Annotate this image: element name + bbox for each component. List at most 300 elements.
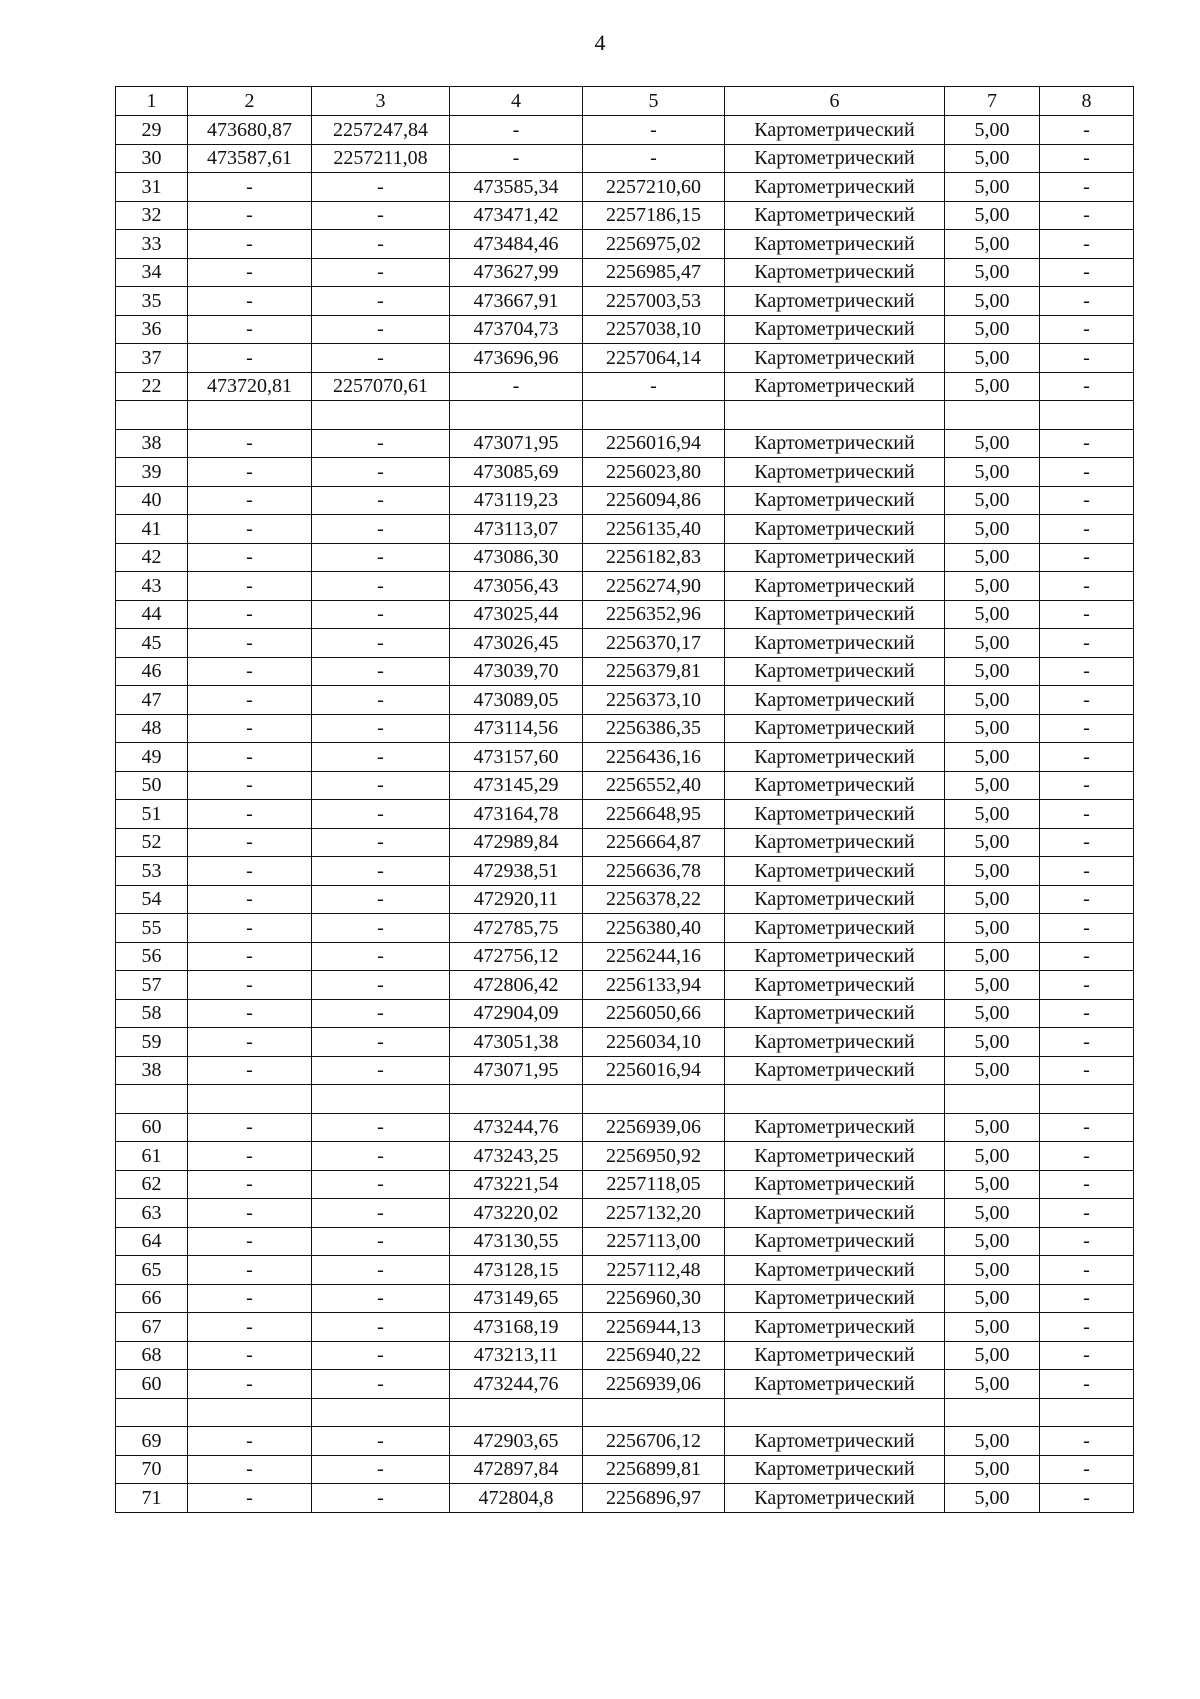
accuracy-cell <box>945 1398 1040 1427</box>
description-cell: - <box>1040 429 1134 458</box>
point-number-cell: 34 <box>116 258 188 287</box>
method-cell: Картометрический <box>725 1056 945 1085</box>
table-row <box>116 914 1134 943</box>
accuracy-cell: 5,00 <box>945 857 1040 886</box>
x-old-cell: - <box>188 885 312 914</box>
method-cell: Картометрический <box>725 116 945 145</box>
x-old-cell: - <box>188 743 312 772</box>
description-cell: - <box>1040 1256 1134 1285</box>
description-cell: - <box>1040 1056 1134 1085</box>
column-header: 1 <box>116 87 188 116</box>
x-old-cell <box>188 1085 312 1114</box>
table-row <box>116 515 1134 544</box>
point-number-cell: 71 <box>116 1484 188 1513</box>
y-old-cell: - <box>312 942 450 971</box>
point-number-cell: 47 <box>116 686 188 715</box>
x-old-cell: - <box>188 1256 312 1285</box>
description-cell: - <box>1040 971 1134 1000</box>
x-new-cell: 473704,73 <box>450 315 583 344</box>
y-new-cell: 2257113,00 <box>583 1227 725 1256</box>
y-old-cell: 2257247,84 <box>312 116 450 145</box>
x-new-cell: 473051,38 <box>450 1028 583 1057</box>
y-new-cell: 2256094,86 <box>583 486 725 515</box>
accuracy-cell: 5,00 <box>945 287 1040 316</box>
x-old-cell: - <box>188 173 312 202</box>
x-new-cell: 472804,8 <box>450 1484 583 1513</box>
y-new-cell: 2256985,47 <box>583 258 725 287</box>
method-cell: Картометрический <box>725 1370 945 1399</box>
y-new-cell: 2257132,20 <box>583 1199 725 1228</box>
method-cell: Картометрический <box>725 315 945 344</box>
point-number-cell: 48 <box>116 714 188 743</box>
point-number-cell: 58 <box>116 999 188 1028</box>
accuracy-cell: 5,00 <box>945 800 1040 829</box>
x-new-cell: 473119,23 <box>450 486 583 515</box>
y-old-cell: - <box>312 657 450 686</box>
point-number-cell: 49 <box>116 743 188 772</box>
method-cell: Картометрический <box>725 1341 945 1370</box>
x-old-cell: 473680,87 <box>188 116 312 145</box>
point-number-cell: 46 <box>116 657 188 686</box>
y-new-cell: 2257003,53 <box>583 287 725 316</box>
accuracy-cell: 5,00 <box>945 1227 1040 1256</box>
x-new-cell: 473696,96 <box>450 344 583 373</box>
accuracy-cell: 5,00 <box>945 657 1040 686</box>
x-new-cell: - <box>450 116 583 145</box>
point-number-cell: 40 <box>116 486 188 515</box>
description-cell: - <box>1040 201 1134 230</box>
x-old-cell: - <box>188 486 312 515</box>
y-old-cell: - <box>312 486 450 515</box>
point-number-cell <box>116 1398 188 1427</box>
x-new-cell: 473667,91 <box>450 287 583 316</box>
x-new-cell: 473220,02 <box>450 1199 583 1228</box>
method-cell: Картометрический <box>725 344 945 373</box>
description-cell: - <box>1040 942 1134 971</box>
x-old-cell: - <box>188 258 312 287</box>
accuracy-cell: 5,00 <box>945 1341 1040 1370</box>
accuracy-cell <box>945 401 1040 430</box>
x-new-cell: 473243,25 <box>450 1142 583 1171</box>
accuracy-cell: 5,00 <box>945 344 1040 373</box>
point-number-cell <box>116 401 188 430</box>
y-new-cell: 2257210,60 <box>583 173 725 202</box>
y-new-cell: 2256939,06 <box>583 1370 725 1399</box>
accuracy-cell <box>945 1085 1040 1114</box>
point-number-cell: 38 <box>116 1056 188 1085</box>
x-new-cell: 472989,84 <box>450 828 583 857</box>
description-cell: - <box>1040 828 1134 857</box>
x-old-cell: - <box>188 1313 312 1342</box>
x-old-cell: - <box>188 1484 312 1513</box>
table-row <box>116 629 1134 658</box>
y-new-cell: 2256373,10 <box>583 686 725 715</box>
method-cell: Картометрический <box>725 515 945 544</box>
table-row <box>116 828 1134 857</box>
accuracy-cell: 5,00 <box>945 173 1040 202</box>
x-old-cell: - <box>188 1113 312 1142</box>
y-new-cell: 2256023,80 <box>583 458 725 487</box>
method-cell: Картометрический <box>725 144 945 173</box>
description-cell: - <box>1040 686 1134 715</box>
description-cell: - <box>1040 743 1134 772</box>
description-cell: - <box>1040 315 1134 344</box>
description-cell: - <box>1040 1484 1134 1513</box>
y-new-cell: 2256896,97 <box>583 1484 725 1513</box>
x-new-cell: 473071,95 <box>450 1056 583 1085</box>
x-new-cell <box>450 1398 583 1427</box>
accuracy-cell: 5,00 <box>945 1113 1040 1142</box>
point-number-cell: 60 <box>116 1370 188 1399</box>
point-number-cell: 38 <box>116 429 188 458</box>
table-row <box>116 1056 1134 1085</box>
point-number-cell: 45 <box>116 629 188 658</box>
method-cell: Картометрический <box>725 1455 945 1484</box>
x-new-cell: 473471,42 <box>450 201 583 230</box>
point-number-cell: 51 <box>116 800 188 829</box>
accuracy-cell: 5,00 <box>945 515 1040 544</box>
coordinates-table <box>115 86 1134 1513</box>
x-new-cell: 473484,46 <box>450 230 583 259</box>
accuracy-cell: 5,00 <box>945 1199 1040 1228</box>
x-old-cell: - <box>188 201 312 230</box>
x-old-cell <box>188 1398 312 1427</box>
accuracy-cell: 5,00 <box>945 201 1040 230</box>
y-new-cell: 2256378,22 <box>583 885 725 914</box>
y-old-cell: - <box>312 828 450 857</box>
x-old-cell: - <box>188 458 312 487</box>
y-old-cell: - <box>312 1199 450 1228</box>
y-old-cell: - <box>312 1370 450 1399</box>
description-cell: - <box>1040 372 1134 401</box>
x-new-cell: 472904,09 <box>450 999 583 1028</box>
y-new-cell: 2256552,40 <box>583 771 725 800</box>
table-body <box>116 87 1134 1513</box>
y-old-cell: - <box>312 315 450 344</box>
accuracy-cell: 5,00 <box>945 686 1040 715</box>
point-number-cell: 53 <box>116 857 188 886</box>
description-cell: - <box>1040 173 1134 202</box>
table-row <box>116 942 1134 971</box>
x-new-cell: 473128,15 <box>450 1256 583 1285</box>
x-new-cell: 473086,30 <box>450 543 583 572</box>
description-cell: - <box>1040 144 1134 173</box>
point-number-cell: 57 <box>116 971 188 1000</box>
y-old-cell: - <box>312 572 450 601</box>
x-old-cell: - <box>188 1455 312 1484</box>
method-cell: Картометрический <box>725 429 945 458</box>
description-cell: - <box>1040 800 1134 829</box>
y-old-cell: - <box>312 1142 450 1171</box>
accuracy-cell: 5,00 <box>945 1484 1040 1513</box>
point-number-cell: 42 <box>116 543 188 572</box>
y-old-cell: - <box>312 1341 450 1370</box>
x-old-cell: - <box>188 771 312 800</box>
table-row <box>116 201 1134 230</box>
y-old-cell: - <box>312 1227 450 1256</box>
accuracy-cell: 5,00 <box>945 315 1040 344</box>
method-cell: Картометрический <box>725 1142 945 1171</box>
y-old-cell: - <box>312 258 450 287</box>
y-old-cell: - <box>312 1427 450 1456</box>
y-new-cell: 2256135,40 <box>583 515 725 544</box>
y-new-cell: 2256016,94 <box>583 429 725 458</box>
method-cell: Картометрический <box>725 258 945 287</box>
method-cell <box>725 401 945 430</box>
x-old-cell: - <box>188 515 312 544</box>
accuracy-cell: 5,00 <box>945 714 1040 743</box>
point-number-cell: 63 <box>116 1199 188 1228</box>
method-cell: Картометрический <box>725 1199 945 1228</box>
table-row <box>116 116 1134 145</box>
accuracy-cell: 5,00 <box>945 1170 1040 1199</box>
x-new-cell: 473056,43 <box>450 572 583 601</box>
table-row <box>116 800 1134 829</box>
x-old-cell: - <box>188 600 312 629</box>
x-old-cell: - <box>188 1142 312 1171</box>
description-cell: - <box>1040 515 1134 544</box>
x-new-cell: 472920,11 <box>450 885 583 914</box>
x-old-cell: - <box>188 543 312 572</box>
description-cell: - <box>1040 629 1134 658</box>
y-old-cell <box>312 1398 450 1427</box>
y-new-cell: - <box>583 372 725 401</box>
y-old-cell: - <box>312 1284 450 1313</box>
x-new-cell <box>450 401 583 430</box>
accuracy-cell: 5,00 <box>945 885 1040 914</box>
y-old-cell: - <box>312 1113 450 1142</box>
description-cell: - <box>1040 857 1134 886</box>
point-number-cell: 29 <box>116 116 188 145</box>
table-row <box>116 572 1134 601</box>
y-new-cell: 2256370,17 <box>583 629 725 658</box>
x-new-cell: 473157,60 <box>450 743 583 772</box>
x-old-cell: - <box>188 1427 312 1456</box>
y-new-cell: 2256380,40 <box>583 914 725 943</box>
page-number: 4 <box>594 30 606 55</box>
method-cell: Картометрический <box>725 1170 945 1199</box>
x-new-cell: 473585,34 <box>450 173 583 202</box>
table-row <box>116 258 1134 287</box>
separator-row <box>116 401 1134 430</box>
method-cell: Картометрический <box>725 600 945 629</box>
y-old-cell: - <box>312 201 450 230</box>
column-header: 4 <box>450 87 583 116</box>
description-cell: - <box>1040 1142 1134 1171</box>
x-new-cell: 473085,69 <box>450 458 583 487</box>
description-cell: - <box>1040 116 1134 145</box>
x-new-cell: 473114,56 <box>450 714 583 743</box>
x-old-cell: - <box>188 1284 312 1313</box>
point-number-cell: 36 <box>116 315 188 344</box>
x-new-cell: 473221,54 <box>450 1170 583 1199</box>
description-cell: - <box>1040 1427 1134 1456</box>
table-row <box>116 1455 1134 1484</box>
method-cell: Картометрический <box>725 771 945 800</box>
method-cell: Картометрический <box>725 230 945 259</box>
table-row <box>116 144 1134 173</box>
table-row <box>116 344 1134 373</box>
accuracy-cell: 5,00 <box>945 1028 1040 1057</box>
y-old-cell: - <box>312 743 450 772</box>
accuracy-cell: 5,00 <box>945 429 1040 458</box>
point-number-cell: 31 <box>116 173 188 202</box>
x-new-cell: 473168,19 <box>450 1313 583 1342</box>
point-number-cell: 44 <box>116 600 188 629</box>
x-new-cell: 473089,05 <box>450 686 583 715</box>
point-number-cell: 30 <box>116 144 188 173</box>
y-old-cell: - <box>312 971 450 1000</box>
x-old-cell: - <box>188 1370 312 1399</box>
x-new-cell: 473039,70 <box>450 657 583 686</box>
y-new-cell: 2257186,15 <box>583 201 725 230</box>
table-row <box>116 1370 1134 1399</box>
accuracy-cell: 5,00 <box>945 543 1040 572</box>
y-new-cell: 2256016,94 <box>583 1056 725 1085</box>
y-new-cell: 2256436,16 <box>583 743 725 772</box>
x-old-cell: - <box>188 1056 312 1085</box>
table-row <box>116 1227 1134 1256</box>
method-cell: Картометрический <box>725 1484 945 1513</box>
method-cell: Картометрический <box>725 686 945 715</box>
table-row <box>116 1341 1134 1370</box>
table-row <box>116 543 1134 572</box>
description-cell: - <box>1040 344 1134 373</box>
method-cell: Картометрический <box>725 885 945 914</box>
y-old-cell: - <box>312 1313 450 1342</box>
y-new-cell: 2256379,81 <box>583 657 725 686</box>
y-new-cell: 2256664,87 <box>583 828 725 857</box>
table-row <box>116 315 1134 344</box>
accuracy-cell: 5,00 <box>945 572 1040 601</box>
table-row <box>116 743 1134 772</box>
description-cell: - <box>1040 1341 1134 1370</box>
method-cell: Картометрический <box>725 857 945 886</box>
description-cell: - <box>1040 572 1134 601</box>
accuracy-cell: 5,00 <box>945 1427 1040 1456</box>
x-new-cell: 472806,42 <box>450 971 583 1000</box>
accuracy-cell: 5,00 <box>945 372 1040 401</box>
point-number-cell: 50 <box>116 771 188 800</box>
x-new-cell <box>450 1085 583 1114</box>
y-new-cell: 2256944,13 <box>583 1313 725 1342</box>
description-cell: - <box>1040 999 1134 1028</box>
method-cell: Картометрический <box>725 543 945 572</box>
table-row <box>116 1113 1134 1142</box>
point-number-cell: 55 <box>116 914 188 943</box>
method-cell: Картометрический <box>725 1313 945 1342</box>
y-new-cell: 2256050,66 <box>583 999 725 1028</box>
method-cell: Картометрический <box>725 743 945 772</box>
description-cell: - <box>1040 1284 1134 1313</box>
description-cell <box>1040 1085 1134 1114</box>
method-cell: Картометрический <box>725 372 945 401</box>
x-old-cell: - <box>188 971 312 1000</box>
x-new-cell: 473149,65 <box>450 1284 583 1313</box>
method-cell: Картометрический <box>725 971 945 1000</box>
table-row <box>116 1142 1134 1171</box>
description-cell: - <box>1040 914 1134 943</box>
x-new-cell: 473130,55 <box>450 1227 583 1256</box>
y-old-cell: - <box>312 914 450 943</box>
x-old-cell: - <box>188 657 312 686</box>
y-old-cell: - <box>312 1056 450 1085</box>
y-old-cell: - <box>312 600 450 629</box>
table-row <box>116 173 1134 202</box>
y-old-cell: - <box>312 287 450 316</box>
y-new-cell: 2256939,06 <box>583 1113 725 1142</box>
x-old-cell: 473720,81 <box>188 372 312 401</box>
table-row <box>116 600 1134 629</box>
x-new-cell: 473025,44 <box>450 600 583 629</box>
method-cell: Картометрический <box>725 1113 945 1142</box>
y-old-cell: - <box>312 999 450 1028</box>
y-new-cell: - <box>583 116 725 145</box>
point-number-cell <box>116 1085 188 1114</box>
table-row <box>116 230 1134 259</box>
accuracy-cell: 5,00 <box>945 942 1040 971</box>
y-new-cell: 2256950,92 <box>583 1142 725 1171</box>
table-row <box>116 1170 1134 1199</box>
table-row <box>116 287 1134 316</box>
x-old-cell: 473587,61 <box>188 144 312 173</box>
separator-row <box>116 1398 1134 1427</box>
x-old-cell: - <box>188 344 312 373</box>
description-cell: - <box>1040 600 1134 629</box>
table-row <box>116 657 1134 686</box>
x-new-cell: 472938,51 <box>450 857 583 886</box>
method-cell: Картометрический <box>725 486 945 515</box>
accuracy-cell: 5,00 <box>945 999 1040 1028</box>
description-cell: - <box>1040 1028 1134 1057</box>
point-number-cell: 35 <box>116 287 188 316</box>
y-new-cell: 2257038,10 <box>583 315 725 344</box>
description-cell: - <box>1040 1313 1134 1342</box>
y-old-cell: 2257211,08 <box>312 144 450 173</box>
point-number-cell: 68 <box>116 1341 188 1370</box>
y-new-cell: 2256899,81 <box>583 1455 725 1484</box>
y-new-cell: - <box>583 144 725 173</box>
y-old-cell: - <box>312 1028 450 1057</box>
header-row <box>116 87 1134 116</box>
accuracy-cell: 5,00 <box>945 1455 1040 1484</box>
method-cell: Картометрический <box>725 1427 945 1456</box>
method-cell: Картометрический <box>725 287 945 316</box>
accuracy-cell: 5,00 <box>945 458 1040 487</box>
y-new-cell <box>583 401 725 430</box>
y-new-cell: 2257064,14 <box>583 344 725 373</box>
method-cell: Картометрический <box>725 458 945 487</box>
description-cell: - <box>1040 486 1134 515</box>
description-cell: - <box>1040 1199 1134 1228</box>
method-cell: Картометрический <box>725 1028 945 1057</box>
x-new-cell: 472756,12 <box>450 942 583 971</box>
y-old-cell: - <box>312 1484 450 1513</box>
y-new-cell: 2257112,48 <box>583 1256 725 1285</box>
method-cell: Картометрический <box>725 800 945 829</box>
point-number-cell: 32 <box>116 201 188 230</box>
y-old-cell: - <box>312 458 450 487</box>
point-number-cell: 41 <box>116 515 188 544</box>
x-new-cell: 473244,76 <box>450 1113 583 1142</box>
y-new-cell: 2256274,90 <box>583 572 725 601</box>
y-old-cell: - <box>312 429 450 458</box>
y-new-cell: 2256133,94 <box>583 971 725 1000</box>
table-row <box>116 372 1134 401</box>
y-old-cell: - <box>312 344 450 373</box>
method-cell: Картометрический <box>725 1256 945 1285</box>
y-old-cell: - <box>312 543 450 572</box>
